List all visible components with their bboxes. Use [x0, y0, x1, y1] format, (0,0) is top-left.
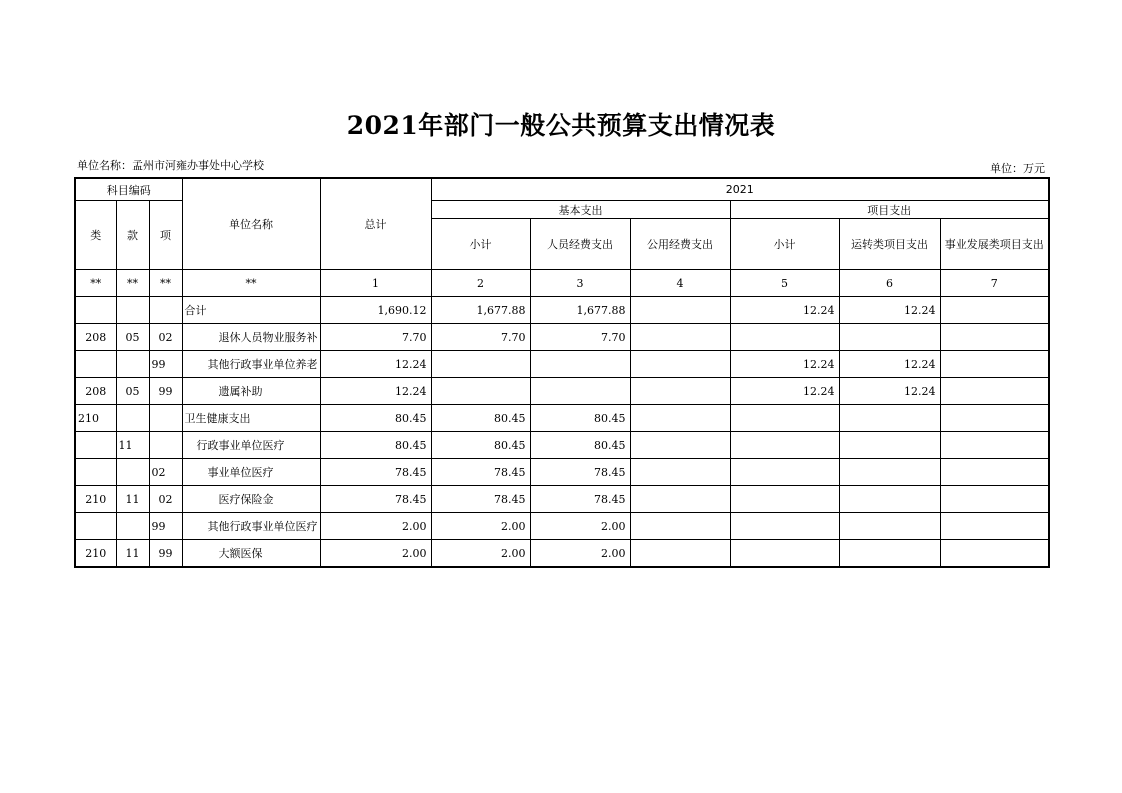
cell-operation: 12.24: [839, 351, 940, 378]
header-personnel: 人员经费支出: [530, 219, 630, 270]
table-row: [75, 459, 1049, 486]
header-xiang: 项: [149, 201, 182, 270]
header-public-funds: 公用经费支出: [630, 219, 730, 270]
cell-kuan: [116, 405, 149, 432]
table-row: [75, 486, 1049, 513]
table-row: [75, 351, 1049, 378]
cell-basic-subtotal: [431, 378, 530, 405]
cell-project-subtotal: [730, 324, 839, 351]
cell-total: 12.24: [320, 351, 431, 378]
cell-development: [940, 432, 1049, 459]
index-xiang: **: [149, 270, 182, 297]
cell-kuan: [116, 351, 149, 378]
cell-public: [630, 486, 730, 513]
cell-basic-subtotal: 78.45: [431, 486, 530, 513]
cell-lei: 208: [75, 324, 116, 351]
cell-lei: 210: [75, 405, 116, 432]
cell-basic-subtotal: 2.00: [431, 540, 530, 568]
cell-development: [940, 324, 1049, 351]
index-6: 6: [839, 270, 940, 297]
cell-kuan: 05: [116, 378, 149, 405]
cell-xiang: [149, 297, 182, 324]
cell-development: [940, 351, 1049, 378]
table-row: [75, 405, 1049, 432]
cell-public: [630, 513, 730, 540]
index-kuan: **: [116, 270, 149, 297]
cell-basic-subtotal: 2.00: [431, 513, 530, 540]
cell-operation: [839, 405, 940, 432]
cell-development: [940, 459, 1049, 486]
cell-operation: [839, 540, 940, 568]
index-7: 7: [940, 270, 1049, 297]
cell-development: [940, 378, 1049, 405]
cell-xiang: 99: [149, 351, 182, 378]
cell-operation: [839, 324, 940, 351]
cell-name: 行政事业单位医疗: [182, 432, 320, 459]
cell-lei: 210: [75, 540, 116, 568]
cell-personnel: 80.45: [530, 432, 630, 459]
cell-operation: [839, 432, 940, 459]
cell-kuan: 11: [116, 540, 149, 568]
cell-basic-subtotal: 1,677.88: [431, 297, 530, 324]
cell-lei: [75, 351, 116, 378]
header-operation-project: 运转类项目支出: [839, 219, 940, 270]
cell-lei: [75, 459, 116, 486]
header-unit-name: 单位名称: [182, 178, 320, 270]
cell-project-subtotal: [730, 540, 839, 568]
cell-total: 1,690.12: [320, 297, 431, 324]
cell-project-subtotal: [730, 513, 839, 540]
cell-kuan: 11: [116, 486, 149, 513]
cell-project-subtotal: [730, 459, 839, 486]
cell-name: 合计: [182, 297, 320, 324]
table-row: [75, 540, 1049, 568]
cell-lei: [75, 432, 116, 459]
cell-basic-subtotal: 7.70: [431, 324, 530, 351]
cell-xiang: 99: [149, 513, 182, 540]
index-lei: **: [75, 270, 116, 297]
cell-lei: [75, 297, 116, 324]
cell-public: [630, 378, 730, 405]
cell-xiang: 99: [149, 540, 182, 568]
cell-basic-subtotal: 80.45: [431, 432, 530, 459]
cell-xiang: 99: [149, 378, 182, 405]
cell-project-subtotal: [730, 405, 839, 432]
cell-project-subtotal: [730, 486, 839, 513]
cell-personnel: 2.00: [530, 513, 630, 540]
index-name: **: [182, 270, 320, 297]
cell-basic-subtotal: 80.45: [431, 405, 530, 432]
header-lei: 类: [75, 201, 116, 270]
cell-name: 其他行政事业单位养老: [182, 351, 320, 378]
cell-lei: 208: [75, 378, 116, 405]
cell-total: 2.00: [320, 540, 431, 568]
table-row: [75, 297, 1049, 324]
cell-xiang: 02: [149, 324, 182, 351]
cell-public: [630, 324, 730, 351]
table-row: [75, 432, 1049, 459]
budget-table: [74, 177, 1050, 568]
table-row: [75, 324, 1049, 351]
cell-project-subtotal: 12.24: [730, 378, 839, 405]
cell-name: 大额医保: [182, 540, 320, 568]
cell-xiang: 02: [149, 486, 182, 513]
unit-name-label: 单位名称：孟州市河雍办事处中心学校: [77, 159, 264, 172]
cell-public: [630, 351, 730, 378]
cell-project-subtotal: 12.24: [730, 297, 839, 324]
cell-development: [940, 297, 1049, 324]
cell-kuan: [116, 297, 149, 324]
cell-xiang: [149, 432, 182, 459]
cell-public: [630, 459, 730, 486]
cell-personnel: 78.45: [530, 486, 630, 513]
cell-total: 80.45: [320, 405, 431, 432]
cell-lei: [75, 513, 116, 540]
index-2: 2: [431, 270, 530, 297]
cell-basic-subtotal: [431, 351, 530, 378]
cell-operation: [839, 459, 940, 486]
cell-total: 12.24: [320, 378, 431, 405]
cell-personnel: 2.00: [530, 540, 630, 568]
index-4: 4: [630, 270, 730, 297]
cell-kuan: [116, 459, 149, 486]
cell-personnel: [530, 378, 630, 405]
cell-development: [940, 405, 1049, 432]
header-subject-code: 科目编码: [75, 178, 182, 201]
cell-personnel: 80.45: [530, 405, 630, 432]
cell-total: 2.00: [320, 513, 431, 540]
cell-total: 78.45: [320, 459, 431, 486]
cell-name: 事业单位医疗: [182, 459, 320, 486]
unit-money-label: 单位：万元: [990, 162, 1045, 175]
cell-lei: 210: [75, 486, 116, 513]
header-basic-subtotal: 小计: [431, 219, 530, 270]
header-kuan: 款: [116, 201, 149, 270]
index-3: 3: [530, 270, 630, 297]
cell-operation: [839, 513, 940, 540]
cell-operation: [839, 486, 940, 513]
cell-personnel: 1,677.88: [530, 297, 630, 324]
cell-kuan: [116, 513, 149, 540]
cell-operation: 12.24: [839, 297, 940, 324]
header-year: 2021: [431, 178, 1049, 201]
cell-public: [630, 405, 730, 432]
header-development-project: 事业发展类项目支出: [940, 219, 1049, 270]
cell-project-subtotal: [730, 432, 839, 459]
header-project-expense: 项目支出: [730, 201, 1049, 219]
table-row: [75, 513, 1049, 540]
cell-xiang: [149, 405, 182, 432]
header-basic-expense: 基本支出: [431, 201, 730, 219]
cell-kuan: 11: [116, 432, 149, 459]
table-row: [75, 378, 1049, 405]
cell-total: 80.45: [320, 432, 431, 459]
cell-name: 其他行政事业单位医疗: [182, 513, 320, 540]
cell-personnel: 78.45: [530, 459, 630, 486]
cell-name: 退休人员物业服务补: [182, 324, 320, 351]
cell-public: [630, 540, 730, 568]
cell-basic-subtotal: 78.45: [431, 459, 530, 486]
cell-xiang: 02: [149, 459, 182, 486]
cell-development: [940, 513, 1049, 540]
header-total: 总计: [320, 178, 431, 270]
cell-public: [630, 432, 730, 459]
cell-name: 卫生健康支出: [182, 405, 320, 432]
index-1: 1: [320, 270, 431, 297]
cell-public: [630, 297, 730, 324]
cell-total: 7.70: [320, 324, 431, 351]
cell-personnel: [530, 351, 630, 378]
cell-name: 医疗保险金: [182, 486, 320, 513]
cell-kuan: 05: [116, 324, 149, 351]
cell-personnel: 7.70: [530, 324, 630, 351]
header-project-subtotal: 小计: [730, 219, 839, 270]
index-5: 5: [730, 270, 839, 297]
cell-project-subtotal: 12.24: [730, 351, 839, 378]
cell-development: [940, 486, 1049, 513]
cell-total: 78.45: [320, 486, 431, 513]
page-title: 2021年部门一般公共预算支出情况表: [346, 111, 776, 140]
cell-operation: 12.24: [839, 378, 940, 405]
cell-development: [940, 540, 1049, 568]
cell-name: 遗属补助: [182, 378, 320, 405]
